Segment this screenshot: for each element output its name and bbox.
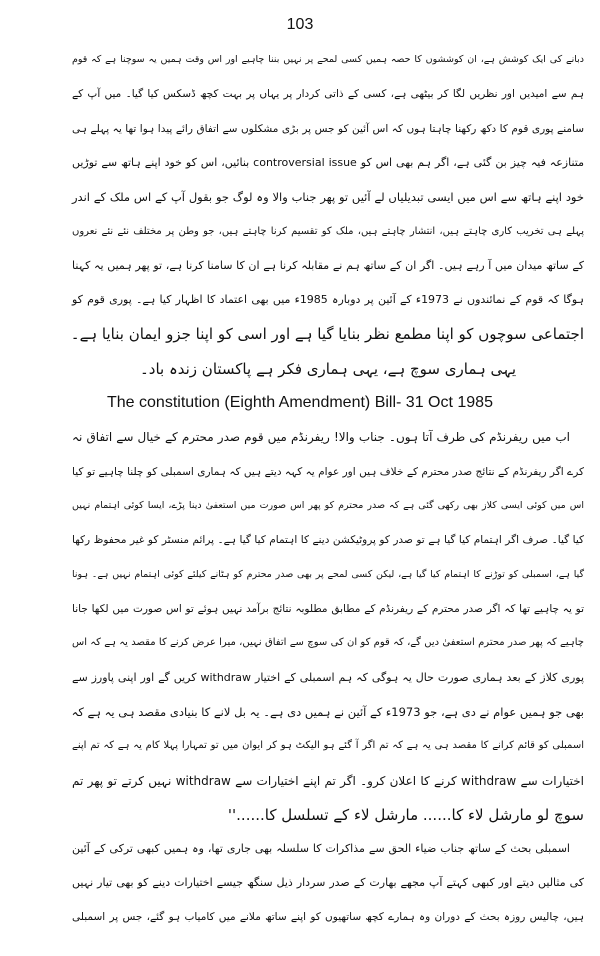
text-line: کرے اگر ریفرنڈم کے نتائج صدر محترم کے خلاف ہیں اور عوام یہ کہہ دیتے ہیں کہ ہماری اسمبلی کو چلنا چاہیے تو کیا — [72, 466, 584, 478]
text-line: سوچ لو مارشل لاء کا...... مارشل لاء کے تسلسل کا......'' — [227, 806, 584, 824]
text-line: ہوگا کہ قوم کے نمائندوں نے 1973ء کے آئین پر دوبارہ 1985ء میں بھی اعتماد کا اظہار کیا ہے۔ پوری قوم کو — [72, 293, 584, 306]
text-line: ہم سے امیدیں اور نظریں لگا کر بیٹھی ہے، کسی کے ذاتی کردار پر یہاں پر بہت کچھ ڈسکس کیا گیا۔ میں آپ کے — [72, 88, 584, 100]
text-line: اس میں کوئی ایسی کلاز بھی رکھی گئی ہے کہ صدر محترم کو پھر اس صورت میں استعفیٰ دینا پڑے، ایسا کوئی اہتمام نہیں — [72, 500, 584, 511]
text-line: ہیں، چالیس روزہ بحث کے دوران وہ ہمارے کچھ ساتھیوں کو اپنے ساتھ ملانے میں کامیاب ہو گئے، جس پر اسمبلی — [72, 911, 584, 923]
page-number: 103 — [286, 16, 314, 33]
section-heading: The constitution (Eighth Amendment) Bill- 31 Oct 1985 — [107, 394, 493, 411]
text-line: پہلے ہی تخریب کاری چاہتے ہیں، انتشار چاہتے ہیں، ملک کو تقسیم کرنا چاہتے ہیں، جو وطن پر مختلف نئے نئے نعروں — [72, 226, 584, 237]
text-line: پوری کلاز کے بعد ہماری صورت حال یہ ہوگی کہ ہم اسمبلی کے اختیار withdraw کریں گے اور اپنی پاورز سے — [72, 671, 585, 684]
text-line: کی مثالیں دیتے اور کبھی کہتے آپ مجھے بھارت کے صدر سردار ذیل سنگھ جیسے اختیارات دینے کو بھی تیار نہیں — [72, 876, 584, 889]
text-line: اسمبلی کو قائم کرانے کا مقصد ہی یہ ہے کہ تم اگر آ گئے ہو الیکٹ ہو کر ایوان میں تو تمہارا پہلا کام یہ ہے کہ تم اپنے — [72, 740, 584, 751]
text-line: گیا ہے، اسمبلی کو توڑنے کا اہتمام کیا گیا ہے، لیکن کسی لمحے پر بھی صدر محترم کو ہٹانے کیلئے کوئی اہتمام نہیں ہے۔ ہونا — [72, 569, 584, 580]
text-line: کیا گیا۔ صرف اگر اہتمام کیا گیا ہے تو صدر کو پروٹیکشن دینے کا اہتمام کیا گیا ہے۔ پرائم منسٹر کو غیر محفوظ رکھا — [72, 534, 584, 546]
text-line: متنازعہ فیہ چیز بن گئی ہے، اگر ہم بھی اس کو controversial issue بنائیں، اس کو خود اپنے ہاتھ سے توڑیں — [72, 156, 584, 169]
text-line: چاہیے کہ پھر صدر محترم استعفیٰ دیں گے، کہ قوم کو ان کی سوچ سے اتفاق نہیں، میرا عرض کرنے کا مقصد یہ ہے کہ اس — [72, 637, 584, 648]
text-line: کے ساتھ میدان میں آ رہے ہیں۔ اگر ان کے ساتھ ہم نے مقابلہ کرنا ہے ان کا سامنا کرنا ہے، تو پھر ہمیں یہ کہنا — [72, 259, 584, 272]
text-line: خود اپنے ہاتھ سے اس میں ایسی تبدیلیاں لے آئیں تو پھر جناب والا وہ لوگ جو بقول آپ کے اس ملک کے اندر — [72, 190, 584, 204]
slogan-line: یہی ہماری سوچ ہے، یہی ہماری فکر ہے پاکستان زندہ باد۔ — [139, 360, 517, 378]
text-line: دبانے کی ایک کوشش ہے، ان کوششوں کا حصہ ہمیں کسی لمحے پر نہیں بننا چاہیے اور اس وقت ہمیں یہ سوچنا ہے کہ قوم — [72, 54, 584, 65]
text-line: اسمبلی بحث کے ساتھ جناب ضیاء الحق سے مذاکرات کا سلسلہ بھی جاری تھا، وہ ہمیں کبھی ترکی کے آئین — [72, 842, 570, 855]
text-line: اختیارات سے withdraw کرنے کا اعلان کرو۔ اگر تم اپنے اختیارات سے withdraw نہیں کرتے تو پھر تم — [72, 774, 584, 788]
text-line: تو یہ چاہیے تھا کہ اگر صدر محترم کے ریفرنڈم کے مطابق مطلوبہ نتائج برآمد نہیں ہوئے تو اس صورت میں لکھا جانا — [72, 603, 584, 615]
text-line: بھی جو ہمیں عوام نے دی ہے، جو 1973ء کے آئین نے ہمیں دی ہے۔ یہ بل لانے کا بنیادی مقصد ہی یہ ہے کہ — [71, 705, 584, 719]
text-line: سامنے پوری قوم کا دکھ رکھنا چاہتا ہوں کہ اس آئین کو جس پر بڑی مشکلوں سے اتفاق رائے پیدا ہوا تھا یہ پہلے ہی — [72, 123, 584, 135]
text-line: اب میں ریفرنڈم کی طرف آتا ہوں۔ جناب والا! ریفرنڈم میں قوم صدر محترم کے خیال سے اتفاق نہ — [72, 430, 570, 444]
text-line: اجتماعی سوچوں کو اپنا مطمع نظر بنایا گیا ہے اور اسی کو اپنا جزو ایمان بنایا ہے۔ — [70, 325, 584, 343]
